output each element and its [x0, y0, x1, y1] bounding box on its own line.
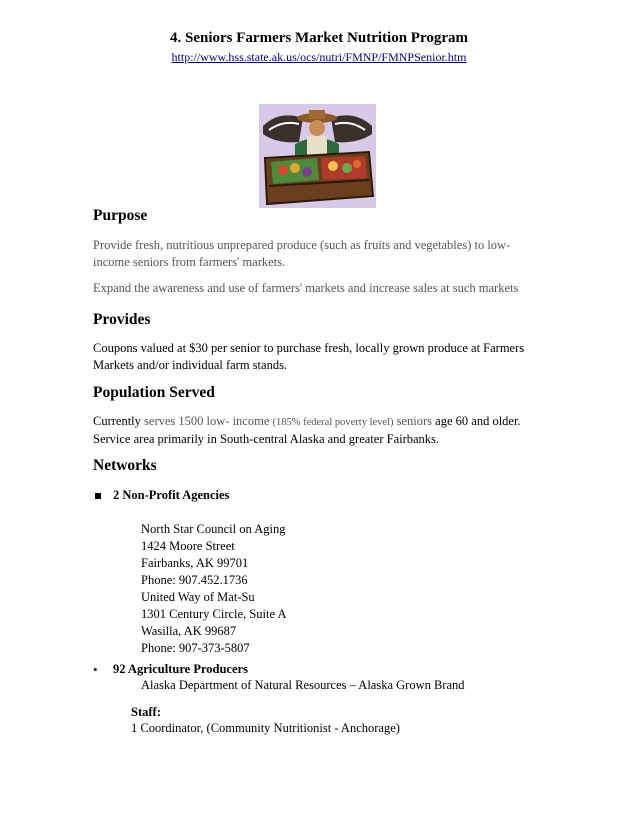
networks-heading: Networks: [93, 457, 157, 474]
purpose-heading: Purpose: [93, 207, 148, 224]
purpose-paragraph-1: [93, 237, 533, 271]
nonprofit-agencies-label: 2 Non-Profit Agencies: [113, 488, 230, 502]
purpose-line-2: income seniors from farmers' markets.: [93, 255, 286, 269]
org1-name: North Star Council on Aging: [141, 522, 286, 536]
org2-street: 1301 Century Circle, Suite A: [141, 607, 287, 621]
provides-line-2: Markets and/or individual farm stands.: [93, 358, 288, 372]
purpose-paragraph-2: Expand the awareness and use of farmers' markets and increase sales at such markets: [93, 281, 519, 295]
agriculture-producers-detail: Alaska Department of Natural Resources – Alaska Grown Brand: [141, 678, 465, 692]
purpose-line-1: Provide fresh, nutritious unprepared produce (such as fruits and vegetables) to low-: [93, 238, 511, 252]
population-paragraph: [93, 413, 543, 448]
org1-phone: Phone: 907.452.1736: [141, 573, 248, 587]
staff-label: Staff:: [131, 705, 161, 719]
square-bullet-icon: [95, 493, 101, 499]
org1-city: Fairbanks, AK 99701: [141, 556, 249, 570]
population-currently: Currently: [93, 414, 141, 428]
population-age: age 60 and older.: [432, 414, 521, 428]
provides-heading: Provides: [93, 311, 151, 328]
org-united-way: [141, 589, 286, 657]
org2-city: Wasilla, AK 99687: [141, 624, 237, 638]
page-title: 4. Seniors Farmers Market Nutrition Program: [170, 30, 468, 46]
staff-value: 1 Coordinator, (Community Nutritionist - Anchorage): [131, 721, 400, 735]
org-north-star: [141, 521, 285, 589]
provides-line-1: Coupons valued at $30 per senior to purchase fresh, locally grown produce at Farmers: [93, 341, 525, 355]
farmer-clipart-image: [259, 104, 376, 208]
population-heading: Population Served: [93, 384, 215, 401]
population-seniors: seniors: [393, 414, 433, 428]
round-bullet-icon: •: [93, 662, 98, 677]
org2-name: United Way of Mat-Su: [141, 590, 255, 604]
program-url-link[interactable]: http://www.hss.state.ak.us/ocs/nutri/FMNP/FMNPSenior.htm: [171, 50, 467, 64]
provides-paragraph: [93, 340, 543, 374]
org2-phone: Phone: 907-373-5807: [141, 641, 250, 655]
agriculture-producers-label: 92 Agriculture Producers: [113, 662, 248, 676]
population-count: serves 1500 low- income: [140, 414, 273, 428]
org1-street: 1424 Moore Street: [141, 539, 235, 553]
population-line-2: Service area primarily in South-central Alaska and greater Fairbanks.: [93, 432, 440, 446]
population-poverty-note: (185% federal poverty level): [272, 417, 394, 428]
population-line-1: [93, 413, 543, 431]
